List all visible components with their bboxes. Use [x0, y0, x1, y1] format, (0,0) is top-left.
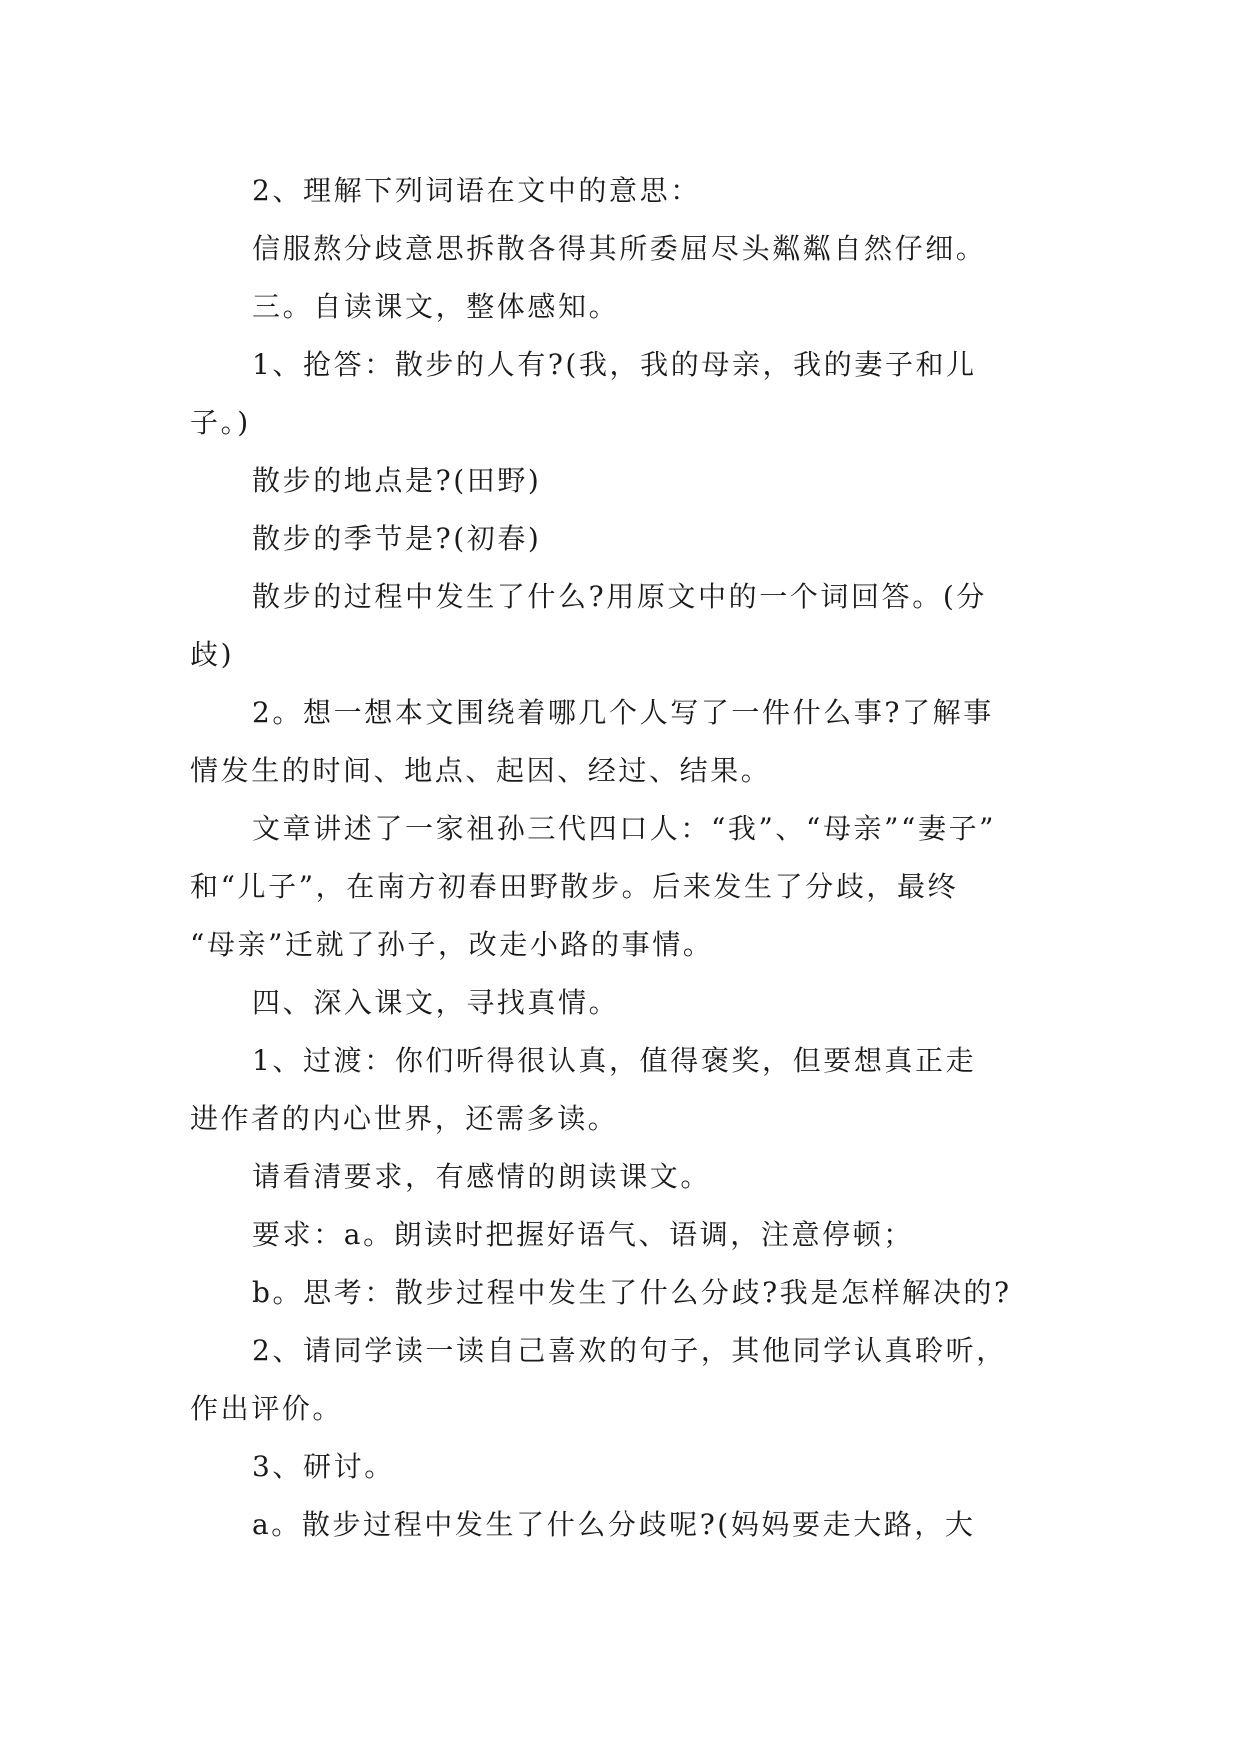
paragraph-line: 2、请同学读一读自己喜欢的句子，其他同学认真聆听， — [252, 1334, 1007, 1367]
paragraph-line: b。思考：散步过程中发生了什么分歧?我是怎样解决的? — [252, 1276, 1012, 1309]
paragraph-line: 散步的地点是?(田野) — [252, 464, 542, 497]
paragraph-line: 散步的过程中发生了什么?用原文中的一个词回答。(分 — [252, 580, 987, 613]
paragraph-line: 信服熬分歧意思拆散各得其所委屈尽头粼粼自然仔细。 — [252, 232, 987, 265]
paragraph-line: 文章讲述了一家祖孙三代四口人：“我”、“母亲”“妻子” — [252, 812, 997, 845]
paragraph-line: 情发生的时间、地点、起因、经过、结果。 — [190, 754, 772, 787]
paragraph-line: 3、研讨。 — [252, 1450, 395, 1483]
paragraph-line: 2。想一想本文围绕着哪几个人写了一件什么事?了解事 — [252, 696, 994, 729]
section-heading: 三。自读课文，整体感知。 — [252, 290, 620, 323]
paragraph-line: 歧) — [190, 638, 235, 671]
paragraph-line: 和“儿子”，在南方初春田野散步。后来发生了分歧，最终 — [190, 870, 959, 903]
paragraph-line: 2、理解下列词语在文中的意思： — [252, 174, 701, 207]
paragraph-line: 散步的季节是?(初春) — [252, 522, 542, 555]
paragraph-line: 子。) — [190, 406, 251, 439]
paragraph-line: 要求：a。朗读时把握好语气、语调，注意停顿； — [252, 1218, 914, 1251]
paragraph-line: 作出评价。 — [190, 1392, 344, 1425]
paragraph-line: 进作者的内心世界，还需多读。 — [190, 1102, 619, 1135]
section-heading: 四、深入课文，寻找真情。 — [252, 986, 620, 1019]
paragraph-line: 请看清要求，有感情的朗读课文。 — [252, 1160, 712, 1193]
paragraph-line: 1、过渡：你们听得很认真，值得褒奖，但要想真正走 — [252, 1044, 977, 1077]
paragraph-line: a。散步过程中发生了什么分歧呢?(妈妈要走大路，大 — [252, 1508, 976, 1541]
paragraph-line: 1、抢答：散步的人有?(我，我的母亲，我的妻子和儿 — [252, 348, 977, 381]
document-body — [190, 162, 1050, 1554]
paragraph-line: “母亲”迁就了孙子，改走小路的事情。 — [190, 928, 714, 961]
